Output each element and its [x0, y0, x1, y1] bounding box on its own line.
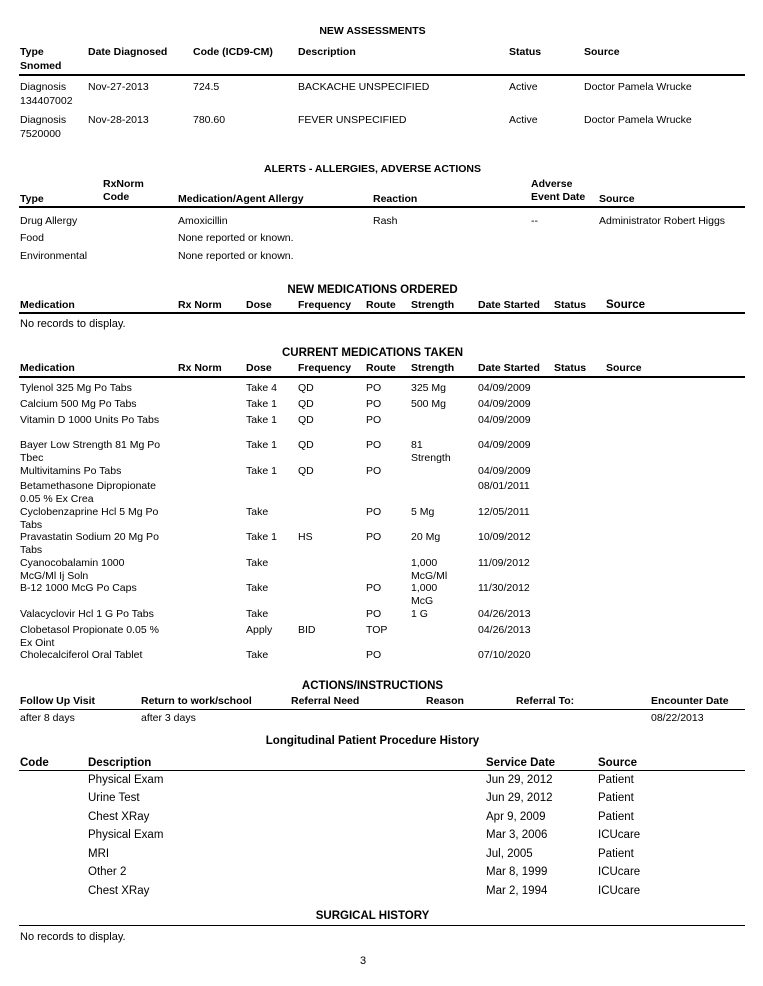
- new-meds-title: NEW MEDICATIONS ORDERED: [287, 284, 458, 296]
- cell-medication: Vitamin D 1000 Units Po Tabs: [20, 414, 160, 426]
- cell-route: PO: [366, 608, 382, 620]
- cell-route: PO: [366, 531, 382, 543]
- cell-frequency: QD: [298, 382, 314, 394]
- cell-return: after 3 days: [141, 712, 196, 724]
- col-header-strength: Strength: [411, 362, 455, 374]
- cell-date-started: 11/09/2012: [478, 557, 530, 569]
- col-header-description: Description: [88, 757, 152, 769]
- cell-medication: Multivitamins Po Tabs: [20, 465, 122, 477]
- col-header-source: Source: [598, 757, 637, 769]
- cell-description: FEVER UNSPECIFIED: [298, 114, 407, 126]
- col-header-event-date: Event Date: [531, 191, 586, 203]
- cell-source: ICUcare: [598, 866, 641, 878]
- cell-description: Other 2: [88, 866, 127, 878]
- col-header-encounter-date: Encounter Date: [651, 695, 729, 707]
- cell-medication: Betamethasone Dipropionate 0.05 % Ex Crea: [20, 480, 157, 505]
- cell-source: Patient: [598, 848, 634, 860]
- cell-date-started: 04/09/2009: [478, 398, 531, 410]
- cell-agent: Amoxicillin: [178, 215, 228, 227]
- cell-dose: Take: [246, 557, 269, 569]
- cell-dose: Take: [246, 506, 269, 518]
- col-header-service-date: Service Date: [486, 757, 556, 769]
- col-header-date-started: Date Started: [478, 299, 540, 311]
- cell-date-started: 04/09/2009: [478, 465, 531, 477]
- cell-date-started: 04/26/2013: [478, 624, 531, 636]
- cell-dose: Apply: [246, 624, 273, 636]
- cell-follow-up: after 8 days: [20, 712, 75, 724]
- cell-dose: Take 1: [246, 439, 277, 451]
- cell-date-started: 04/09/2009: [478, 382, 531, 394]
- col-header-code: Code (ICD9-CM): [193, 46, 273, 58]
- cell-route: PO: [366, 649, 382, 661]
- col-header-frequency: Frequency: [298, 362, 352, 374]
- cell-date-started: 04/09/2009: [478, 414, 531, 426]
- header-rule: [19, 925, 745, 926]
- cell-dose: Take: [246, 608, 269, 620]
- cell-reaction: Rash: [373, 215, 398, 227]
- cell-type: Diagnosis: [20, 81, 67, 93]
- col-header-source: Source: [599, 193, 635, 205]
- cell-description: Physical Exam: [88, 829, 164, 841]
- col-header-reaction: Reaction: [373, 193, 418, 205]
- cell-description: Urine Test: [88, 792, 140, 804]
- col-header-type: Type: [20, 193, 44, 205]
- col-header-referral-to: Referral To:: [516, 695, 575, 707]
- surgical-title: SURGICAL HISTORY: [315, 910, 430, 922]
- col-header-code: Code: [20, 757, 49, 769]
- cell-source: ICUcare: [598, 829, 641, 841]
- col-header-snomed: Snomed: [20, 60, 62, 72]
- cell-route: PO: [366, 414, 382, 426]
- header-rule: [19, 206, 745, 208]
- cell-agent: None reported or known.: [178, 250, 294, 262]
- header-rule: [19, 770, 745, 771]
- cell-strength: 20 Mg: [411, 531, 441, 543]
- cell-route: PO: [366, 506, 382, 518]
- col-header-source: Source: [606, 299, 645, 311]
- col-header-description: Description: [298, 46, 356, 58]
- cell-code: 724.5: [193, 81, 220, 93]
- col-header-medication: Medication: [20, 299, 75, 311]
- cell-route: PO: [366, 582, 382, 594]
- cell-date-started: 12/05/2011: [478, 506, 530, 518]
- cell-dose: Take 4: [246, 382, 277, 394]
- cell-route: PO: [366, 398, 382, 410]
- cell-service-date: Apr 9, 2009: [486, 811, 546, 823]
- cell-frequency: HS: [298, 531, 313, 543]
- cell-medication: Clobetasol Propionate 0.05 % Ex Oint: [20, 624, 159, 649]
- col-header-agent: Medication/Agent Allergy: [178, 193, 304, 205]
- procedures-title: Longitudinal Patient Procedure History: [265, 735, 480, 747]
- cell-source: Doctor Pamela Wrucke: [584, 81, 692, 93]
- cell-date: Nov-27-2013: [88, 81, 149, 93]
- col-header-status: Status: [554, 299, 587, 311]
- cell-type: Drug Allergy: [20, 215, 78, 227]
- cell-snomed: 7520000: [20, 128, 61, 140]
- cell-service-date: Mar 2, 1994: [486, 885, 548, 897]
- cell-dose: Take: [246, 649, 269, 661]
- cell-frequency: QD: [298, 465, 314, 477]
- empty-message: No records to display.: [20, 931, 126, 943]
- cell-code: 780.60: [193, 114, 226, 126]
- cell-source: ICUcare: [598, 885, 641, 897]
- cell-frequency: QD: [298, 439, 314, 451]
- cell-dose: Take 1: [246, 398, 277, 410]
- cell-strength: 1,000 McG/Ml: [411, 557, 448, 582]
- cell-medication: Pravastatin Sodium 20 Mg Po Tabs: [20, 531, 159, 556]
- cell-source: Patient: [598, 792, 634, 804]
- cell-strength: 81 Strength: [411, 439, 451, 464]
- cell-medication: Cyclobenzaprine Hcl 5 Mg Po Tabs: [20, 506, 159, 531]
- cell-description: BACKACHE UNSPECIFIED: [298, 81, 430, 93]
- cell-date-started: 04/26/2013: [478, 608, 531, 620]
- col-header-reason: Reason: [426, 695, 464, 707]
- cell-medication: Valacyclovir Hcl 1 G Po Tabs: [20, 608, 154, 620]
- col-header-rxnorm: Rx Norm: [178, 299, 222, 311]
- assessments-title: NEW ASSESSMENTS: [319, 25, 426, 37]
- cell-date-started: 11/30/2012: [478, 582, 530, 594]
- col-header-dose: Dose: [246, 362, 272, 374]
- cell-status: Active: [509, 81, 538, 93]
- col-header-frequency: Frequency: [298, 299, 352, 311]
- cell-date-started: 04/09/2009: [478, 439, 531, 451]
- cell-description: Chest XRay: [88, 885, 150, 897]
- cell-type: Food: [20, 232, 44, 244]
- actions-title: ACTIONS/INSTRUCTIONS: [301, 680, 444, 692]
- col-header-adverse: Adverse: [531, 178, 573, 190]
- col-header-return: Return to work/school: [141, 695, 252, 707]
- cell-source: Patient: [598, 774, 634, 786]
- alerts-title: ALERTS - ALLERGIES, ADVERSE ACTIONS: [263, 163, 481, 175]
- cell-type: Environmental: [20, 250, 88, 262]
- cell-strength: 325 Mg: [411, 382, 447, 394]
- cell-source: Doctor Pamela Wrucke: [584, 114, 692, 126]
- col-header-status: Status: [554, 362, 587, 374]
- col-header-dose: Dose: [246, 299, 272, 311]
- cell-date-started: 07/10/2020: [478, 649, 531, 661]
- col-header-follow-up: Follow Up Visit: [20, 695, 96, 707]
- cell-encounter-date: 08/22/2013: [651, 712, 704, 724]
- cell-medication: Calcium 500 Mg Po Tabs: [20, 398, 137, 410]
- cell-status: Active: [509, 114, 538, 126]
- cell-route: TOP: [366, 624, 388, 636]
- cell-service-date: Mar 3, 2006: [486, 829, 548, 841]
- cell-description: Chest XRay: [88, 811, 150, 823]
- cell-date-started: 08/01/2011: [478, 480, 530, 492]
- cell-strength: 1 G: [411, 608, 428, 620]
- col-header-source: Source: [606, 362, 642, 374]
- cell-strength: 1,000 McG: [411, 582, 438, 607]
- col-header-rxnorm: Rx Norm: [178, 362, 222, 374]
- header-rule: [19, 376, 745, 378]
- cell-route: PO: [366, 465, 382, 477]
- cell-strength: 500 Mg: [411, 398, 447, 410]
- col-header-source: Source: [584, 46, 620, 58]
- cell-event-date: --: [531, 215, 538, 227]
- cell-medication: Cholecalciferol Oral Tablet: [20, 649, 143, 661]
- col-header-rxnorm: RxNorm: [103, 178, 144, 190]
- col-header-medication: Medication: [20, 362, 75, 374]
- header-rule: [19, 312, 745, 314]
- cell-route: PO: [366, 439, 382, 451]
- cell-frequency: BID: [298, 624, 316, 636]
- cell-medication: B-12 1000 McG Po Caps: [20, 582, 137, 594]
- col-header-status: Status: [509, 46, 542, 58]
- header-rule: [19, 74, 745, 76]
- col-header-referral-need: Referral Need: [291, 695, 360, 707]
- cell-service-date: Jun 29, 2012: [486, 792, 553, 804]
- cell-dose: Take: [246, 582, 269, 594]
- cell-dose: Take 1: [246, 531, 277, 543]
- cell-date: Nov-28-2013: [88, 114, 149, 126]
- cell-route: PO: [366, 382, 382, 394]
- cell-service-date: Mar 8, 1999: [486, 866, 548, 878]
- cell-medication: Cyanocobalamin 1000 McG/Ml Ij Soln: [20, 557, 125, 582]
- cell-service-date: Jun 29, 2012: [486, 774, 553, 786]
- cell-type: Diagnosis: [20, 114, 67, 126]
- col-header-code: Code: [103, 191, 130, 203]
- empty-message: No records to display.: [20, 318, 126, 330]
- cell-agent: None reported or known.: [178, 232, 294, 244]
- cell-medication: Bayer Low Strength 81 Mg Po Tbec: [20, 439, 161, 464]
- col-header-type: Type: [20, 46, 44, 58]
- col-header-route: Route: [366, 299, 396, 311]
- col-header-date-started: Date Started: [478, 362, 540, 374]
- cell-snomed: 134407002: [20, 95, 73, 107]
- cell-service-date: Jul, 2005: [486, 848, 533, 860]
- cell-dose: Take 1: [246, 414, 277, 426]
- header-rule: [19, 709, 745, 710]
- cell-description: MRI: [88, 848, 110, 860]
- cell-frequency: QD: [298, 414, 314, 426]
- cell-strength: 5 Mg: [411, 506, 435, 518]
- cell-date-started: 10/09/2012: [478, 531, 531, 543]
- col-header-route: Route: [366, 362, 396, 374]
- col-header-date-diagnosed: Date Diagnosed: [88, 46, 168, 58]
- cell-medication: Tylenol 325 Mg Po Tabs: [20, 382, 132, 394]
- current-meds-title: CURRENT MEDICATIONS TAKEN: [281, 347, 463, 359]
- cell-source: Patient: [598, 811, 634, 823]
- cell-dose: Take 1: [246, 465, 277, 477]
- col-header-strength: Strength: [411, 299, 455, 311]
- page-number: 3: [359, 955, 367, 967]
- cell-source: Administrator Robert Higgs: [599, 215, 726, 227]
- cell-description: Physical Exam: [88, 774, 164, 786]
- cell-frequency: QD: [298, 398, 314, 410]
